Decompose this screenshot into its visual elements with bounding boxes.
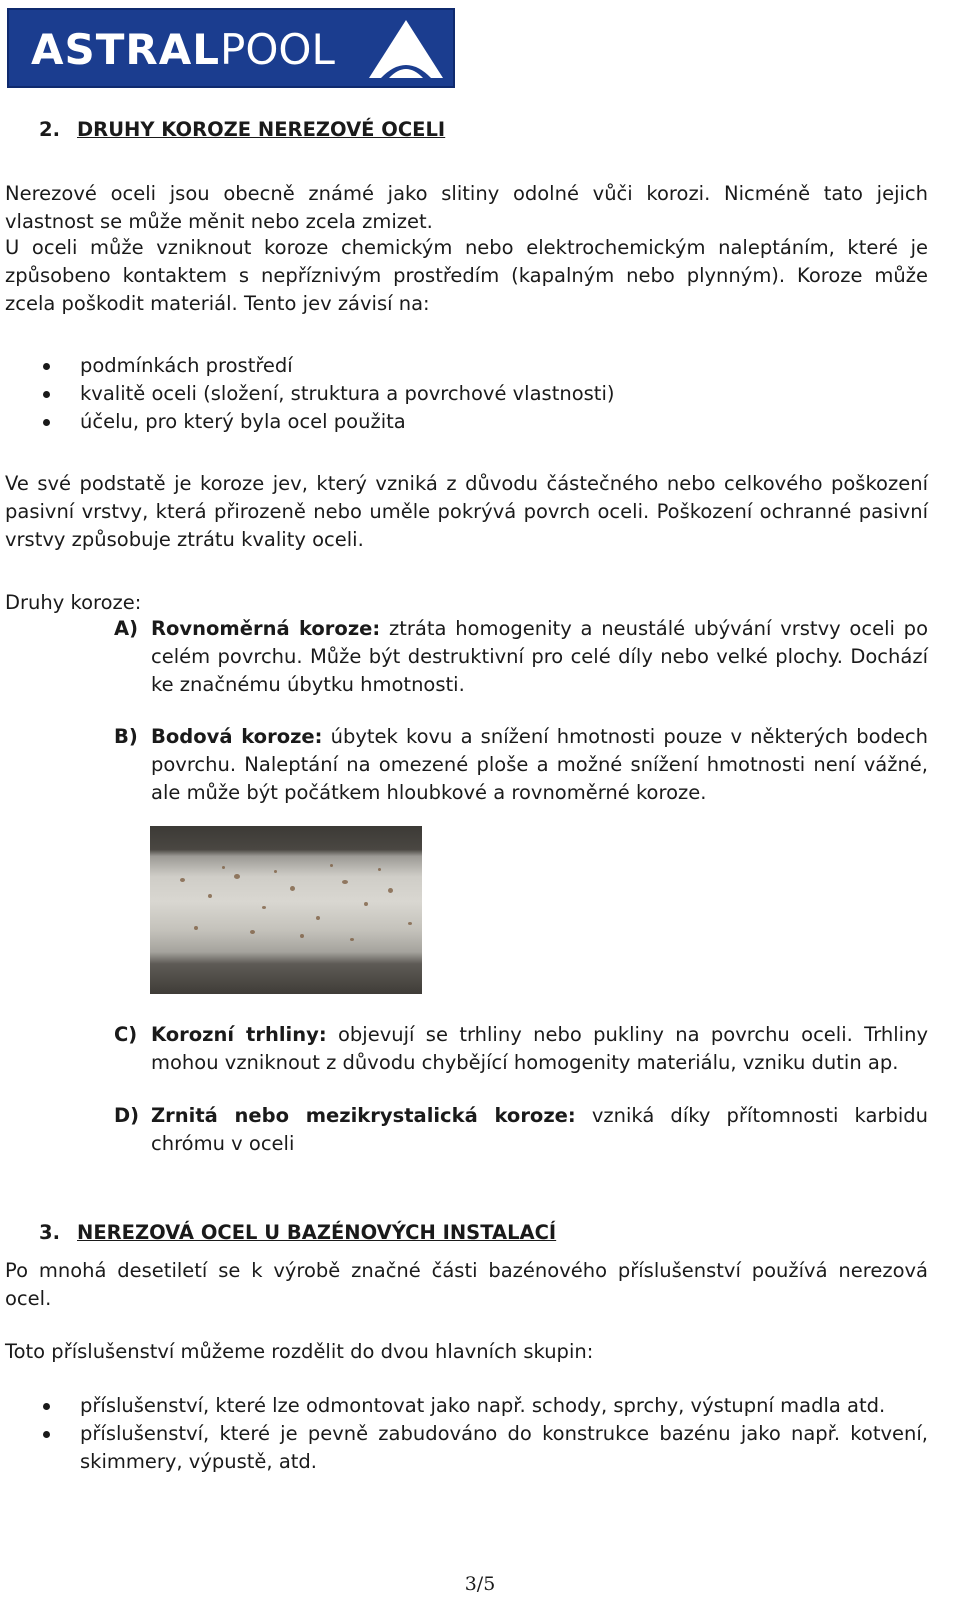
type-description: vzniká díky přítomnosti karbidu chrómu v oceli [151,1104,928,1155]
bullet-icon [43,363,50,370]
list-item-text: kvalitě oceli (složení, struktura a povrchové vlastnosti) [80,382,615,405]
section-3-number: 3. [39,1221,60,1244]
list-item-text: příslušenství, které je pevně zabudováno do konstrukce bazénu jako např. kotvení, skimmery, výpustě, atd. [80,1422,928,1473]
section-3-paragraph-2: Toto příslušenství můžeme rozdělit do dvou hlavních skupin: [5,1340,594,1363]
list-item [5,408,928,436]
intro-paragraph-1-line-2: vlastnost se může měnit nebo zcela zmizet. [5,210,433,233]
corrosion-type-c [114,1021,928,1077]
type-letter: A) [114,617,139,640]
essence-paragraph: Ve své podstatě je koroze jev, který vzniká z důvodu částečného nebo celkového poškození pasivní vrstvy, která přirozeně nebo uměle pokrývá povrch oceli. Poškození ochranné pasivní vrstvy způsobuje ztrátu kvality oceli. [5,472,928,551]
type-term: Bodová koroze: [151,725,323,748]
section-3-paragraph-1: Po mnohá desetiletí se k výrobě značné části bazénového příslušenství používá nerezová ocel. [5,1259,928,1310]
corrosion-type-b [114,723,928,807]
logo-brand-regular: POOL [220,25,335,74]
factors-list [5,352,928,436]
groups-list [5,1392,928,1476]
list-item [5,380,928,408]
logo-wordmark [31,24,335,76]
list-item-text: podmínkách prostředí [80,354,293,377]
type-description: úbytek kovu a snížení hmotnosti pouze v některých bodech povrchu. Naleptání na omezené ploše a možné snížení hmotnosti není vážné, ale může být počátkem hloubkové a rovnoměrné koroze. [151,725,928,804]
type-description: ztráta homogenity a neustálé ubývání vrstvy oceli po celém povrchu. Může být destruktivní pro celé díly nebo velké plochy. Dochází ke značnému úbytku hmotnosti. [151,617,928,696]
intro-paragraph-1-line-1: Nerezové oceli jsou obecně známé jako slitiny odolné vůči korozi. Nicméně tato jejich [5,182,928,205]
bullet-icon [43,419,50,426]
types-intro: Druhy koroze: [5,591,142,614]
astralpool-logo [7,8,455,88]
corroded-pipe-photo [150,826,422,994]
corrosion-type-d [114,1102,928,1158]
bullet-icon [43,1431,50,1438]
list-item-text: účelu, pro který byla ocel použita [80,410,406,433]
type-letter: D) [114,1104,140,1127]
type-letter: C) [114,1023,138,1046]
section-2-heading [39,116,445,144]
corrosion-type-a [114,615,928,699]
list-item-text: příslušenství, které lze odmontovat jako např. schody, sprchy, výstupní madla atd. [80,1394,886,1417]
page-number: 3/5 [464,1573,496,1595]
intro-paragraph-2: U oceli může vzniknout koroze chemickým nebo elektrochemickým naleptáním, které je způsobeno kontaktem s nepříznivým prostředím (kapalným nebo plynným). Koroze může zcela poškodit materiál. Tento jev závisí na: [5,236,928,315]
list-item [5,352,928,380]
type-term: Rovnoměrná koroze: [151,617,381,640]
list-item [5,1392,928,1420]
section-3-title: NEREZOVÁ OCEL U BAZÉNOVÝCH INSTALACÍ [77,1221,557,1244]
section-2-number: 2. [39,118,60,141]
type-description: objevují se trhliny nebo pukliny na povrchu oceli. Trhliny mohou vzniknout z důvodu chybějící homogenity materiálu, vzniku dutin ap. [151,1023,928,1074]
type-letter: B) [114,725,138,748]
type-term: Zrnitá nebo mezikrystalická koroze: [151,1104,576,1127]
logo-triangle-icon [367,16,445,82]
section-3-heading [39,1219,556,1247]
list-item [5,1420,928,1476]
bullet-icon [43,391,50,398]
logo-brand-bold: ASTRAL [31,25,221,74]
section-2-title: DRUHY KOROZE NEREZOVÉ OCELI [77,118,446,141]
bullet-icon [43,1403,50,1410]
type-term: Korozní trhliny: [151,1023,327,1046]
